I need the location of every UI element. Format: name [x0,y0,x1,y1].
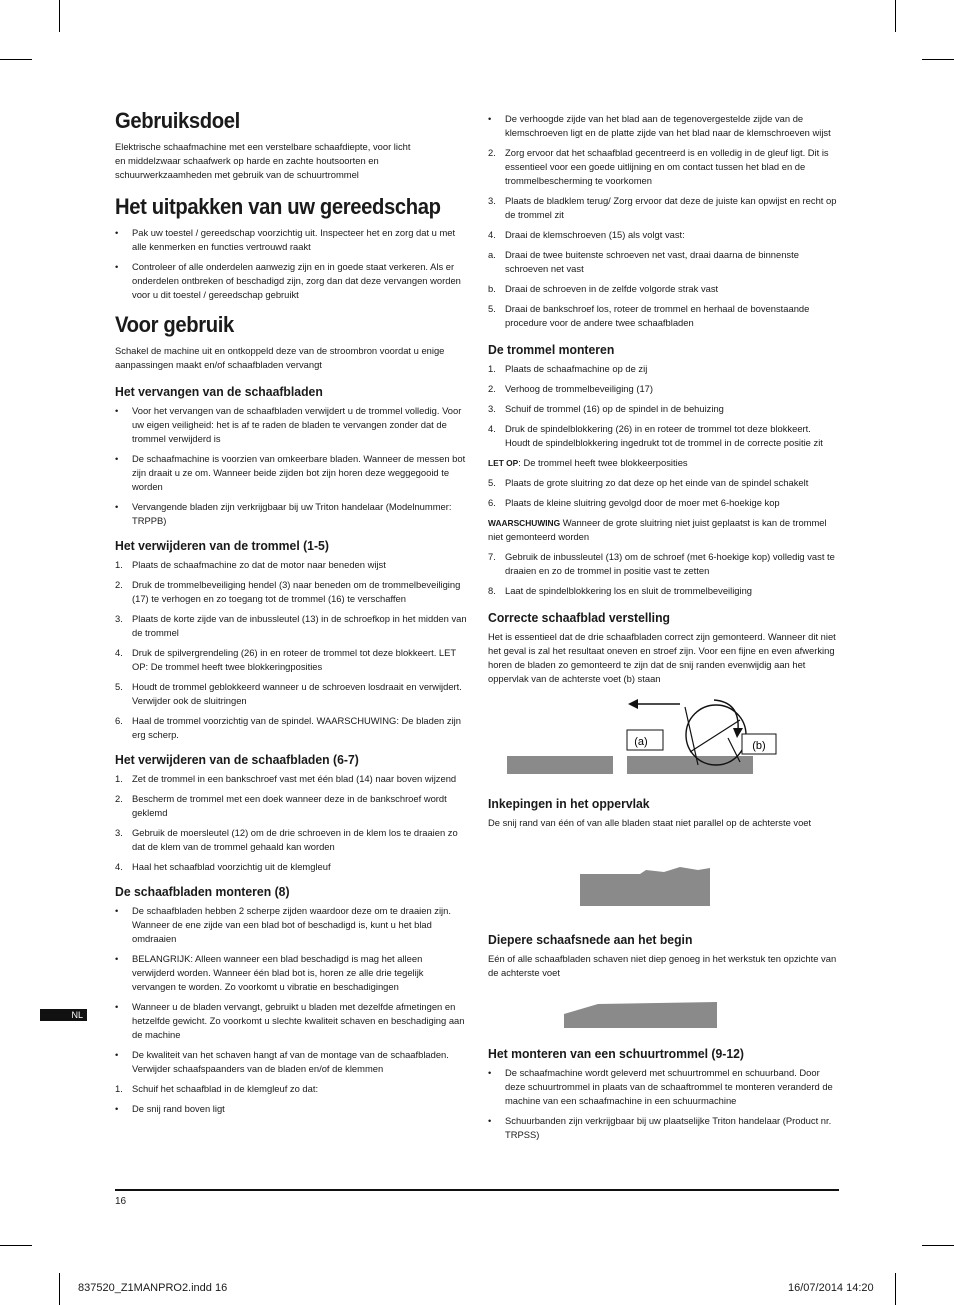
subsection-title: Inkepingen in het oppervlak [488,796,650,811]
list-item: 8. Laat de spindelblokkering los en sluit de trommelbeveiliging [488,585,753,596]
list-item: b. Draai de schroeven in de zelfde volgorde strak vast [488,283,719,294]
subsection-title: Het verwijderen van de trommel (1-5) [115,538,329,553]
inkepingen-text: De snij rand van één of van alle bladen staat niet parallel op de achterste voet [488,817,812,828]
list-item: a. Draai de twee buitenste schroeven net vast, draai daarna de binnenste schroeven net vast [488,249,799,274]
trommel-verwijderen-list [115,558,467,742]
list-item: 4. Haal het schaafblad voorzichtig uit de klemgleuf [115,861,331,872]
crop-mark [895,0,896,32]
list-item: • BELANGRIJK: Alleen wanneer een blad beschadigd is mag het alleen verwijderd worden. Wanneer één blad bot is, horen ze alle drie tegelijk vervangen te worden. Zo voorkomt u vibratie en beschadigingen [115,953,424,992]
section-title-voor-gebruik: Voor gebruik [115,312,234,337]
gebruiksdoel-text: Elektrische schaafmachine met een verstelbare schaafdiepte, voor licht en middelzwaar schaafwerk op harde en zachte houtsoorten en schuurwerkzaamheden met gebruik van de schuurtrommel [115,141,411,180]
bladen-verwijderen-list [115,772,467,874]
subsection-title: Het verwijderen van de schaafbladen (6-7) [115,752,359,767]
subsection-title: Correcte schaafblad verstelling [488,610,671,625]
list-item: 2. Bescherm de trommel met een doek wanneer deze in de bankschroef wordt geklemd [115,793,447,818]
language-tab: NL [40,1009,87,1021]
list-item: 2. Druk de trommelbeveiliging hendel (3) naar beneden om de trommelbeveiliging (17) te verhogen en zo toegang tot de trommel (16) te verschaffen [115,579,461,604]
front-shoe [507,756,613,774]
crop-mark [59,1273,60,1305]
list-item: 7. Gebruik de inbussleutel (13) om de schroef (met 6-hoekige kop) volledig vast te draaien en zo de trommel in positie vast te zetten [488,551,835,576]
inkepingen-diagram [488,834,838,932]
list-item: 4. Druk de spindelblokkering (26) in en roteer de trommel tot deze blokkeert. Houdt de spindelblokkering ingedrukt tot de trommel in de correcte positie zit [488,423,823,448]
surface-with-snipe [564,1002,717,1028]
surface-with-notches [580,867,710,906]
list-item: 5. Plaats de grote sluitring zo dat deze op het einde van de spindel schakelt [488,477,809,488]
list-item: • De schaafbladen hebben 2 scherpe zijden waardoor deze om te draaien zijn. Wanneer de ene zijde van een blad bot of beschadigd is, kunt u het blad omdraaien [115,905,451,944]
list-item: 1. Plaats de schaafmachine zo dat de motor naar beneden wijst [115,559,386,570]
list-item: 1. Zet de trommel in een bankschroef vast met één blad (14) naar boven wijzend [115,773,457,784]
list-item: 4. Druk de spilvergrendeling (26) in en roteer de trommel tot deze blokkeert. LET OP: De trommel heeft twee blokkeringposities [115,647,456,672]
label-a: (a) [634,736,648,748]
list-item: 3. Schuif de trommel (16) op de spindel in de behuizing [488,403,724,414]
feed-arrow-head [628,699,638,709]
left-column [115,108,467,1122]
list-item: 1. Schuif het schaafblad in de klemgleuf zo dat: [115,1083,319,1094]
crop-mark [922,1245,954,1246]
section-title-gebruiksdoel: Gebruiksdoel [115,108,240,133]
list-item: 5. Draai de bankschroef los, roteer de trommel en herhaal de bovenstaande procedure voor de andere twee schaafbladen [488,303,810,328]
crop-mark [895,1273,896,1305]
trommel-monteren-list-c [488,550,838,598]
vervangen-list [115,404,467,528]
list-item: 3. Plaats de korte zijde van de inbussleutel (13) in de schroefkop in het midden van de trommel [115,613,467,638]
list-item: • De schaafmachine is voorzien van omkeerbare bladen. Wanneer de messen bot zijn draait u ze om. Wanneer beide zijden bot zijn horen deze weggegooid te worden [115,453,466,492]
list-item: 2. Verhoog de trommelbeveiliging (17) [488,383,653,394]
subsection-title: De schaafbladen monteren (8) [115,884,290,899]
list-item: 4. Draai de klemschroeven (15) als volgt vast: [488,229,685,240]
subsection-title: Diepere schaafsnede aan het begin [488,932,693,947]
subsection-title: Het vervangen van de schaafbladen [115,384,323,399]
list-item: • De snij rand boven ligt [115,1103,225,1114]
list-item: 6. Plaats de kleine sluitring gevolgd door de moer met 6-hoekige kop [488,497,780,508]
label-b: (b) [752,740,766,752]
footer-file: 837520_Z1MANPRO2.indd 16 [78,1282,228,1294]
list-item: • De verhoogde zijde van het blad aan de tegenovergestelde zijde van de klemschroeven ligt en de platte zijde van het blad naar de klemschroeven wijst [488,113,831,138]
crop-mark [922,59,954,60]
drum-diagram [488,690,838,788]
list-item: 2. Zorg ervoor dat het schaafblad gecentreerd is en volledig in de gleuf ligt. Dit is essentieel voor een goede uitlijning en om contact tussen het blad en de trommelbescherming te voorkomen [488,147,829,186]
list-item: • Vervangende bladen zijn verkrijgbaar bij uw Triton handelaar (Modelnummer: TRPPB) [115,501,452,526]
correcte-text: Het is essentieel dat de drie schaafbladen correct zijn gemonteerd. Wanneer dit niet het geval is zal het resultaat oneven en stroef zijn. Voor een fijne en even afwerking horen de bladen zo gemonteerd te zijn dat de snij randen evenwijdig aan het oppervlak van de achterste voet (b) staan [488,631,836,684]
list-item: • Wanneer u de bladen vervangt, gebruikt u bladen met dezelfde afmetingen en hetzelfde gewicht. Zo voorkomt u slechte kwaliteit schaven en beschadiging aan de machine [115,1001,465,1040]
schuurtrommel-list [488,1066,838,1142]
footer-date: 16/07/2014 14:20 [788,1282,874,1294]
list-item: • Controleer of alle onderdelen aanwezig zijn en in goede staat verkeren. Als er onderdelen ontbreken of beschadigd zijn, zorg dan dat deze vervangen worden voor u dit toestel / gereedschap gebruikt [115,261,461,300]
trommel-monteren-list [488,362,838,450]
footer-rule [115,1189,839,1191]
list-item: • Voor het vervangen van de schaafbladen verwijdert u de trommel volledig. Voor uw eigen veiligheid: het is af te raden de bladen te vervangen zonder dat de trommel verwijderd is [115,405,462,444]
section-title-uitpakken: Het uitpakken van uw gereedschap [115,194,441,219]
list-item: • Schuurbanden zijn verkrijgbaar bij uw plaatselijke Triton handelaar (Product nr. TRPSS) [488,1115,832,1140]
diepere-text: Eén of alle schaafbladen schaven niet diep genoeg in het werkstuk ten opzichte van de achterste voet [488,953,837,978]
uitpakken-list [115,226,467,302]
right-column [488,112,838,1148]
voor-gebruik-text: Schakel de machine uit en ontkoppeld deze van de stroombron voordat u enige aanpassingen maakt en/of schaafbladen vervangt [115,345,445,370]
list-item: 5. Houdt de trommel geblokkeerd wanneer u de schroeven losdraait en verwijdert. Verwijder ook de sluitringen [115,681,462,706]
list-item: • De kwaliteit van het schaven hangt af van de montage van de schaafbladen. Verwijder schaafspaanders van de bladen en/of de klemmen [115,1049,449,1074]
note-let-op: LET OP: De trommel heeft twee blokkeerposities [488,457,688,468]
crop-mark [0,59,32,60]
trommel-monteren-list-b [488,476,838,510]
list-item: 3. Gebruik de moersleutel (12) om de drie schroeven in de klem los te draaien zo dat de klem van de trommel gehaald kan worden [115,827,458,852]
list-item: 3. Plaats de bladklem terug/ Zorg ervoor dat deze de juiste kan opwijst en recht op de trommel zit [488,195,837,220]
list-item: 1. Plaats de schaafmachine op de zij [488,363,648,374]
note-waarschuwing: WAARSCHUWING Wanneer de grote sluitring niet juist geplaatst is kan de trommel niet gemonteerd worden [488,517,827,542]
crop-mark [0,1245,32,1246]
list-item: • Pak uw toestel / gereedschap voorzichtig uit. Inspecteer het en zorg dat u met alle kenmerken en functies vertrouwd raakt [115,227,456,252]
list-item: 6. Haal de trommel voorzichtig van de spindel. WAARSCHUWING: De bladen zijn erg scherp. [115,715,461,740]
list-item: • De schaafmachine wordt geleverd met schuurtrommel en schuurband. Door deze schuurtrommel in plaats van de schaaftrommel te monteren veranderd de machine van een schaafmachine in een schuurmachine [488,1067,833,1106]
monteren-continued-list [488,112,838,330]
diepere-diagram [488,984,838,1046]
page-number: 16 [115,1196,127,1207]
subsection-title: De trommel monteren [488,342,615,357]
crop-mark [59,0,60,32]
subsection-title: Het monteren van een schuurtrommel (9-12) [488,1046,745,1061]
monteren-list [115,904,467,1116]
drum-diagram-svg [488,690,838,788]
